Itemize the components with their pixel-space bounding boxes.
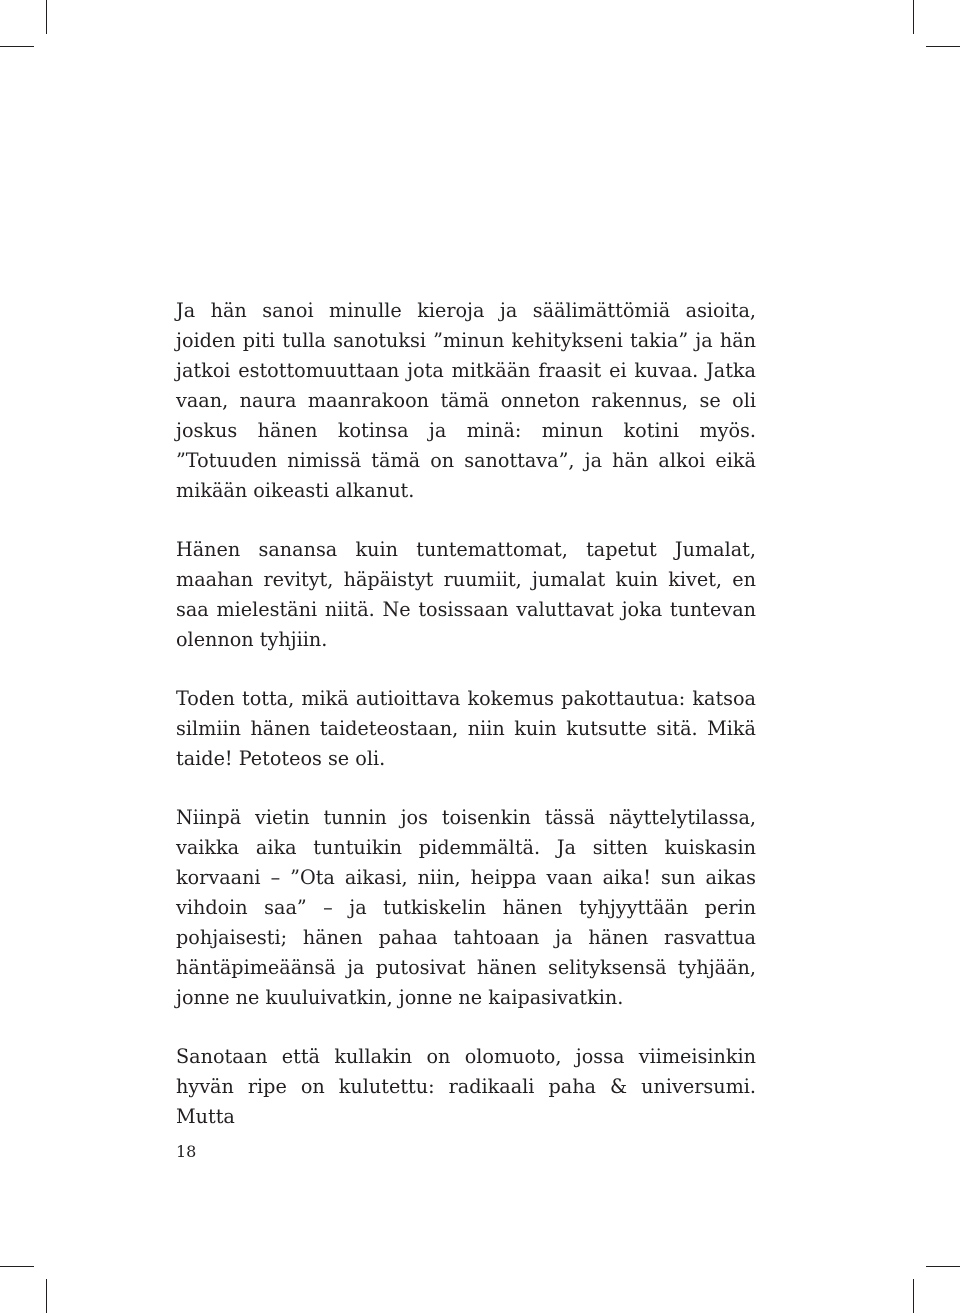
page-number: 18 (176, 1142, 197, 1161)
crop-mark-top-left-vertical (46, 0, 47, 34)
crop-mark-top-left-horizontal (0, 46, 34, 47)
crop-mark-top-right-horizontal (926, 46, 960, 47)
crop-mark-bottom-right-horizontal (926, 1266, 960, 1267)
crop-mark-bottom-right-vertical (913, 1279, 914, 1313)
paragraph-3: Toden totta, mikä autioittava kokemus pakottautua: katsoa silmiin hänen taideteostaan, niin kuin kutsutte sitä. Mikä taide! Petoteos se oli. (176, 687, 756, 770)
paragraph-1: Ja hän sanoi minulle kieroja ja säälimättömiä asioita, joiden piti tulla sanotuksi ”minun kehitykseni takia” ja hän jatkoi estottomuuttaan jota mitkään fraasit ei kuvaa. Jatka vaan, naura maanrakoon tämä onneton rakennus, se oli joskus hänen kotinsa ja minä: minun kotini myös. ”Totuuden nimissä tämä on sanottava”, ja hän alkoi eikä mikään oikeasti alkanut. (176, 299, 756, 502)
paragraph-2: Hänen sanansa kuin tuntemattomat, tapetut Jumalat, maahan revityt, häpäistyt ruumiit, jumalat kuin kivet, en saa mielestäni niitä. Ne tosissaan valuttavat joka tuntevan olennon tyhjiin. (176, 538, 756, 651)
body-text (176, 296, 756, 1161)
crop-mark-top-right-vertical (913, 0, 914, 34)
crop-mark-bottom-left-horizontal (0, 1266, 34, 1267)
paragraph-4: Niinpä vietin tunnin jos toisenkin tässä näyttelytilassa, vaikka aika tuntuikin pidemmältä. Ja sitten kuiskasin korvaani – ”Ota aikasi, niin, heippa vaan aika! sun aikas vihdoin saa” – ja tutkiskelin hänen tyhjyyttään perin pohjaisesti; hänen pahaa tahtoaan ja hänen rasvattua häntäpimeäänsä ja putosivat hänen selityksensä tyhjään, jonne ne kuuluivatkin, jonne ne kaipasivatkin. (176, 806, 756, 1009)
paragraph-5: Sanotaan että kullakin on olomuoto, jossa viimeisinkin hyvän ripe on kulutettu: radikaali paha & universumi. Mutta (176, 1045, 756, 1128)
crop-mark-bottom-left-vertical (46, 1279, 47, 1313)
